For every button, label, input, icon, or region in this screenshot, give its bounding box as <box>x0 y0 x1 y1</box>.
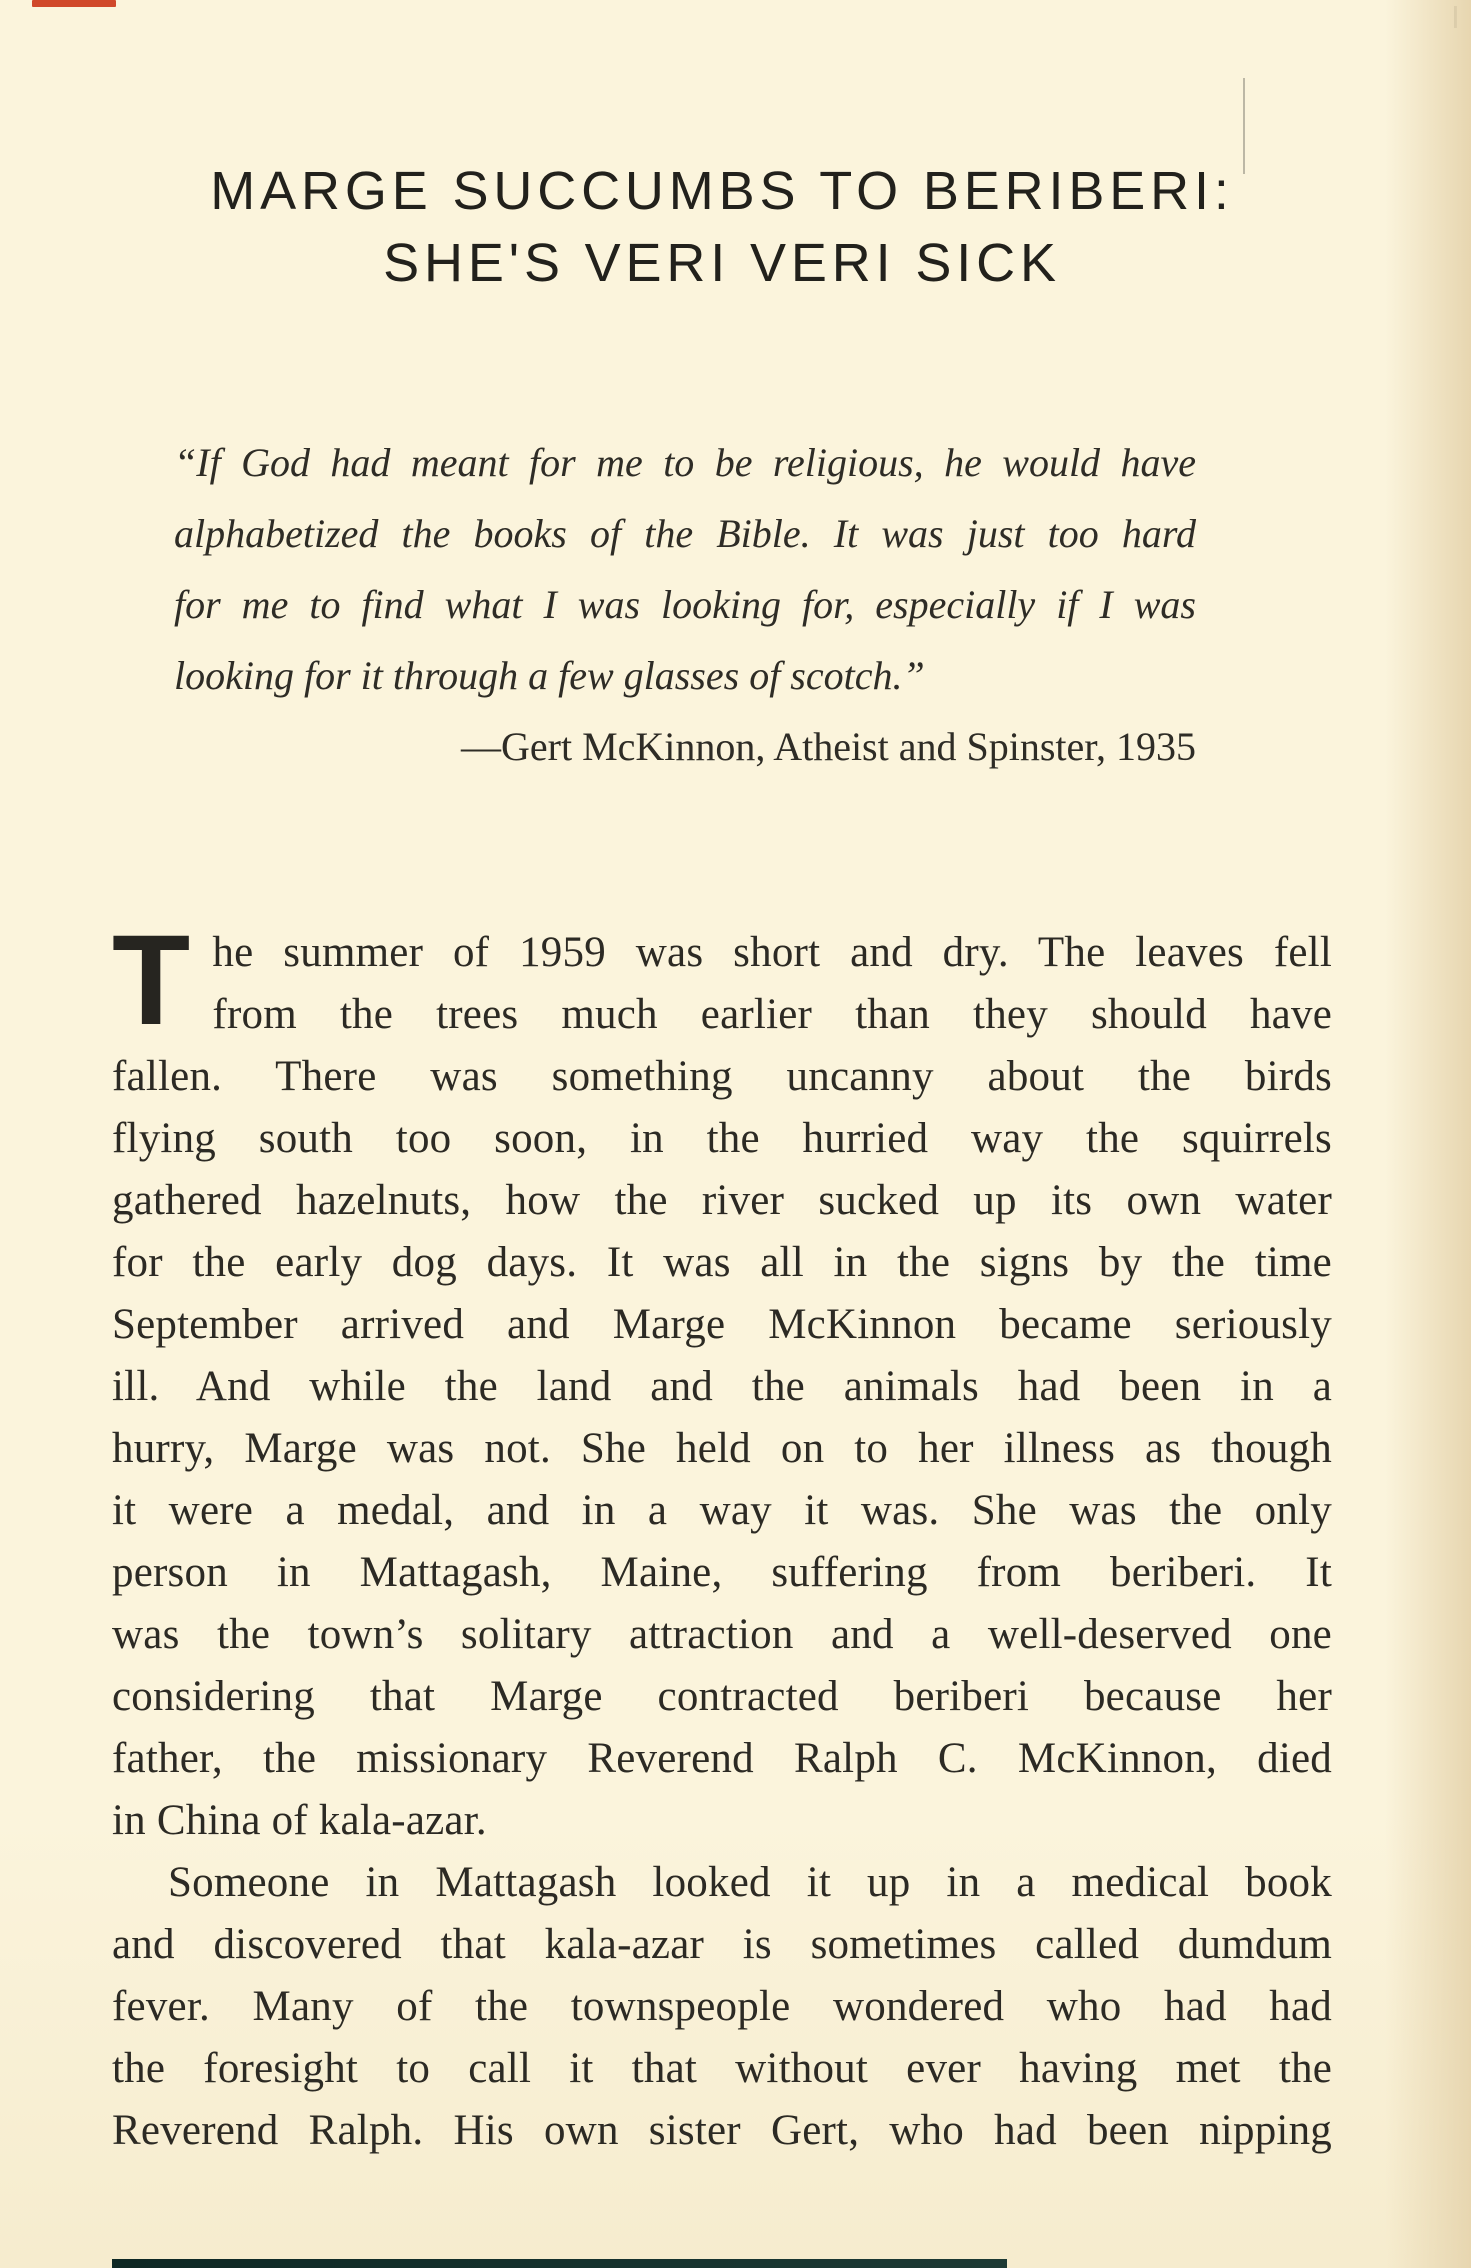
epigraph-attribution: —Gert McKinnon, Atheist and Spinster, 1935 <box>461 724 1196 769</box>
epigraph-line: looking for it through a few glasses of scotch.” <box>174 653 925 698</box>
body-line: the foresight to call it that without ever having met the <box>112 2045 1332 2092</box>
page-edge-shading <box>1385 0 1471 2268</box>
body-line: gathered hazelnuts, how the river sucked up its own water <box>112 1177 1332 1224</box>
chapter-title-line1: MARGE SUCCUMBS TO BERIBERI: <box>210 161 1234 221</box>
epigraph-line: for me to find what I was looking for, especially if I was <box>174 582 1196 627</box>
chapter-title <box>112 155 1332 299</box>
body-line: he summer of 1959 was short and dry. The leaves fell <box>212 929 1332 976</box>
scan-artifact-bottom-strip <box>112 2259 1007 2268</box>
scan-artifact-speck <box>1454 6 1457 28</box>
body-line: fallen. There was something uncanny about the birds <box>112 1053 1332 1100</box>
body-line: person in Mattagash, Maine, suffering from beriberi. It <box>112 1549 1332 1596</box>
body-line: for the early dog days. It was all in the signs by the time <box>112 1239 1332 1286</box>
body-line: fever. Many of the townspeople wondered who had had <box>112 1983 1332 2030</box>
paragraph <box>112 1852 1332 2162</box>
body-line: was the town’s solitary attraction and a well-deserved one <box>112 1611 1332 1658</box>
body-line: it were a medal, and in a way it was. She was the only <box>112 1487 1332 1534</box>
paragraph <box>112 909 1332 1852</box>
body-line: in China of kala-azar. <box>112 1797 487 1844</box>
epigraph-line: “If God had meant for me to be religious, he would have <box>174 440 1196 485</box>
body-line: hurry, Marge was not. She held on to her illness as though <box>112 1425 1332 1472</box>
drop-cap: T <box>112 909 191 1052</box>
body-line: father, the missionary Reverend Ralph C. McKinnon, died <box>112 1735 1332 1782</box>
body-paragraphs <box>112 909 1332 2162</box>
body-line: Reverend Ralph. His own sister Gert, who had been nipping <box>112 2107 1332 2154</box>
body-line: considering that Marge contracted beriberi because her <box>112 1673 1332 1720</box>
body-line: flying south too soon, in the hurried way the squirrels <box>112 1115 1332 1162</box>
epigraph <box>174 427 1196 782</box>
body-line: ill. And while the land and the animals had been in a <box>112 1363 1332 1410</box>
body-line: Someone in Mattagash looked it up in a medical book <box>168 1859 1332 1906</box>
scan-artifact-red-strip <box>32 0 116 7</box>
epigraph-lines <box>174 427 1196 711</box>
body-line: September arrived and Marge McKinnon became seriously <box>112 1301 1332 1348</box>
chapter-title-line2: SHE'S VERI VERI SICK <box>383 233 1061 293</box>
epigraph-line: alphabetized the books of the Bible. It was just too hard <box>174 511 1196 556</box>
body-line: from the trees much earlier than they should have <box>212 991 1332 1038</box>
body-line: and discovered that kala-azar is sometimes called dumdum <box>112 1921 1332 1968</box>
page-content <box>112 0 1332 2162</box>
